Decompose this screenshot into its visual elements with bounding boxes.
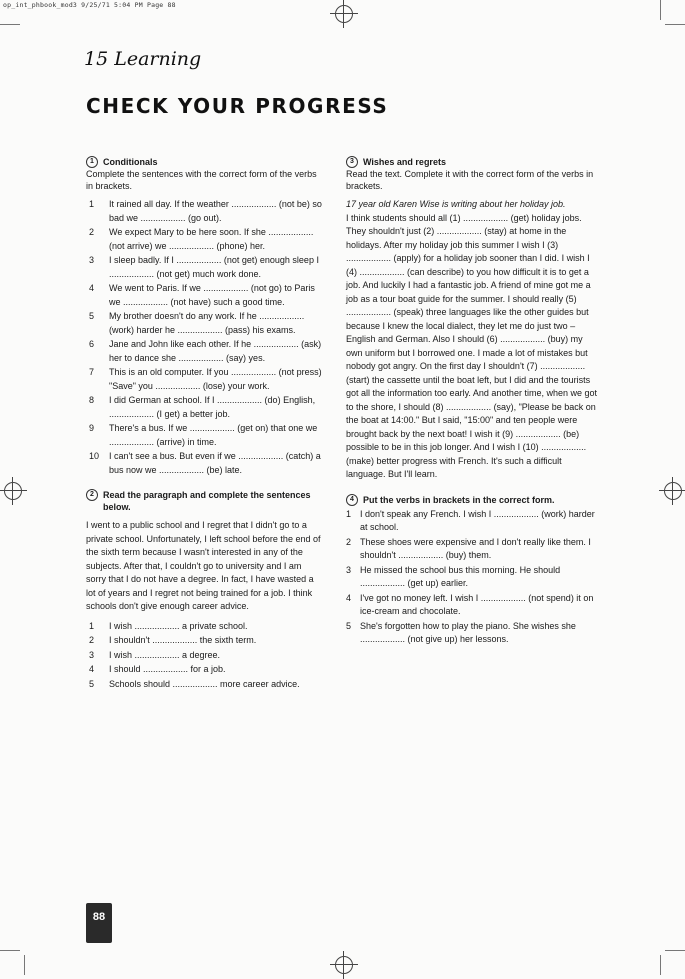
item-number: 1 [89, 199, 95, 209]
item-number: 5 [346, 620, 352, 631]
exercise-number-badge: 3 [346, 156, 358, 168]
exercise-item [86, 394, 322, 421]
exercise-item [86, 198, 322, 225]
item-number: 2 [89, 635, 95, 645]
exercise-item [86, 450, 322, 477]
exercise-item [346, 620, 600, 647]
item-number: 1 [346, 508, 352, 519]
registration-mark-left [4, 482, 22, 500]
section-wishes-regrets [346, 156, 600, 482]
registration-mark-bottom [335, 956, 353, 974]
section-heading [86, 156, 322, 168]
text-intro: 17 year old Karen Wise is writing about her holiday job. [346, 199, 566, 209]
gap-fill-text: I think students should all (1) .................. (get) holiday jobs. They shouldn't just (2) .................. (stay) at home in the holidays. After my holiday job this summer I wish I (3) .................. (apply) for a holiday job sooner than I did. I wish I (4) .................. (can describe) to you how difficult it is to get a job. And luckily I had a fantastic job. A friend of mine got me a job as a tour boat guide for the summer. I should really (5) .................. (speak) three languages like the other guides but because I knew the local dialect, they let me do just two – English and German. Also I should (6) .................. (buy) my own uniform but I borrowed one. I made a lot of mistakes but nobody got angry. On the first day I shouldn't (7) .................. (start) the cassette until the boat left, but I did and the tourists got all the information too early. And another time, when we got to the shore, I should (8) .................. (say), "Please be back on the boat at 14:00." But I said, "15:00" and ten people were brought back by the next boat! I wish it (9) .................. (be) possible to be in this job longer. And I wish I (10) .................. (make) better progress with French. It's such a difficult language. But I'll learn. [346, 212, 597, 479]
page-number-tab: 88 [86, 903, 112, 943]
exercise-item [86, 282, 322, 309]
item-text: This is an old computer. If you .................. (not press) "Save" you .................. (lose) your work. [109, 367, 322, 391]
section-title: Put the verbs in brackets in the correct form. [363, 494, 555, 505]
crop-mark-bottom-right [665, 950, 685, 951]
item-number: 2 [89, 227, 95, 237]
section-heading [86, 489, 322, 513]
item-text: Schools should .................. more career advice. [109, 678, 300, 689]
exercise-item [86, 366, 322, 393]
exercise-list [86, 620, 322, 692]
section-heading [346, 494, 600, 506]
exercise-list [86, 198, 322, 477]
item-number: 4 [89, 283, 95, 293]
exercise-item [346, 592, 600, 619]
item-number: 4 [89, 664, 95, 674]
item-number: 4 [346, 592, 352, 603]
section-heading [346, 156, 600, 168]
exercise-item [86, 422, 322, 449]
exercise-list [346, 508, 600, 647]
exercise-item [86, 634, 322, 648]
left-column [86, 156, 322, 692]
item-text: I did German at school. If I .................. (do) English, .................. (I get) a better job. [109, 395, 316, 419]
registration-mark-right [664, 482, 682, 500]
exercise-item [86, 338, 322, 365]
exercise-item [346, 508, 600, 535]
section-regret-paragraph [86, 489, 322, 691]
section-title: Wishes and regrets [363, 157, 446, 167]
item-text: I wish .................. a private school. [109, 620, 248, 631]
item-text: I shouldn't .................. the sixth term. [109, 635, 257, 645]
crop-mark-bottom-left-v [24, 955, 25, 975]
item-text: These shoes were expensive and I don't really like them. I shouldn't .................. (buy) them. [360, 536, 591, 560]
registration-mark-top [335, 5, 353, 23]
item-number: 1 [89, 620, 95, 631]
exercise-item [346, 536, 600, 563]
item-text: I sleep badly. If I .................. (not get) enough sleep I .................. (not get) much work done. [109, 255, 319, 279]
crop-mark-top-left [0, 24, 20, 25]
crop-mark-top-right-v [660, 0, 661, 20]
reading-paragraph: I went to a public school and I regret that I didn't go to a private school. Unfortunately, I left school before the end of the sixth term because I wasn't interested in any of the subjects. After that, I couldn't go to university and I am sorry that I do not have a degree. In fact, I have wasted a lot of years and I regret not being trained for a job. I think schools don't give enough career advice. [86, 520, 321, 611]
section-instruction: Read the text. Complete it with the correct form of the verbs in brackets. [346, 169, 594, 191]
exercise-item [86, 254, 322, 281]
item-text: It rained all day. If the weather .................. (not be) so bad we .................. (go out). [109, 199, 322, 223]
exercise-number-badge: 2 [86, 489, 98, 501]
right-column [346, 156, 600, 648]
item-text: I don't speak any French. I wish I .................. (work) harder at school. [360, 508, 595, 532]
item-text: Jane and John like each other. If he .................. (ask) her to dance she .................. (say) yes. [109, 339, 322, 363]
crop-mark-bottom-right-v [660, 955, 661, 975]
exercise-item [86, 649, 322, 663]
section-conditionals [86, 156, 322, 477]
item-number: 9 [89, 423, 95, 433]
item-text: There's a bus. If we .................. (get on) that one we .................. (arrive) in time. [109, 423, 318, 447]
crop-mark-top-right [665, 24, 685, 25]
item-text: I wish .................. a degree. [109, 649, 221, 660]
item-text: I've got no money left. I wish I .................. (not spend) it on ice-cream and chocolate. [360, 592, 594, 616]
item-number: 5 [89, 678, 95, 689]
exercise-item [86, 310, 322, 337]
item-text: I can't see a bus. But even if we .................. (catch) a bus now we .................. (be) late. [109, 451, 321, 475]
exercise-item [86, 226, 322, 253]
section-instruction: Complete the sentences with the correct form of the verbs in brackets. [86, 169, 317, 191]
page-title: CHECK YOUR PROGRESS [86, 94, 389, 118]
item-number: 2 [346, 536, 352, 547]
exercise-number-badge: 4 [346, 494, 358, 506]
item-number: 5 [89, 311, 95, 321]
crop-mark-bottom-left [0, 950, 20, 951]
section-title: Conditionals [103, 157, 158, 167]
exercise-item [346, 564, 600, 591]
item-number: 8 [89, 395, 95, 405]
item-text: She's forgotten how to play the piano. She wishes she .................. (not give up) her lessons. [360, 620, 576, 644]
section-title: Read the paragraph and complete the sentences below. [103, 490, 311, 512]
exercise-item [86, 678, 322, 692]
print-slug: op_int_phbook_mod3 9/25/71 5:04 PM Page 88 [3, 1, 176, 9]
item-number: 3 [346, 564, 352, 575]
item-number: 6 [89, 339, 95, 349]
item-text: I should .................. for a job. [109, 664, 226, 674]
item-text: My brother doesn't do any work. If he .................. (work) harder he .................. (pass) his exams. [109, 311, 305, 335]
item-text: We expect Mary to be here soon. If she .................. (not arrive) we .................. (phone) her. [109, 227, 314, 251]
item-text: He missed the school bus this morning. He should .................. (get up) earlier. [360, 564, 561, 588]
item-number: 3 [89, 255, 95, 265]
exercise-item [86, 620, 322, 634]
item-text: We went to Paris. If we .................. (not go) to Paris we .................. (not have) such a good time. [109, 283, 315, 307]
item-number: 10 [89, 451, 100, 461]
section-verbs-correct-form [346, 494, 600, 647]
item-number: 7 [89, 367, 95, 377]
unit-title: 15 Learning [84, 48, 202, 70]
item-number: 3 [89, 649, 95, 660]
exercise-item [86, 663, 322, 677]
exercise-number-badge: 1 [86, 156, 98, 168]
